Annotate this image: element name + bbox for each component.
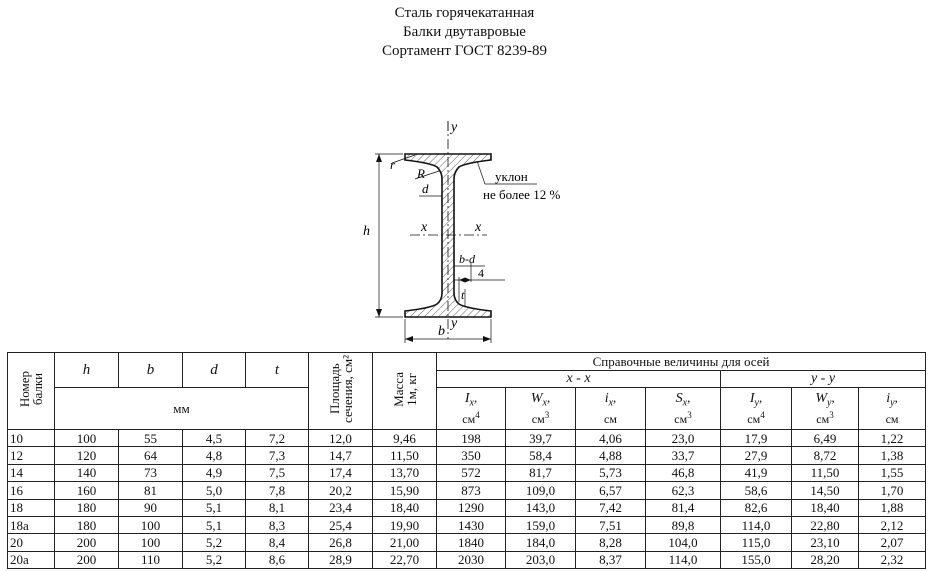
title-line-3: Сортамент ГОСТ 8239-89	[382, 43, 547, 59]
table-cell: 20а	[8, 551, 55, 568]
table-cell: 1,38	[859, 447, 926, 464]
axis-y-header: y - y	[721, 371, 926, 388]
table-cell: 15,90	[373, 482, 437, 499]
table-cell: 7,3	[246, 447, 309, 464]
table-cell: 8,3	[246, 516, 309, 533]
ref-col-header: $W_x$, $см^3$	[506, 388, 576, 430]
table-cell: 198	[437, 430, 506, 447]
table-cell: 2030	[437, 551, 506, 568]
title-line-2: Балки двутавровые	[403, 24, 526, 40]
table-row	[8, 430, 926, 447]
table-row	[8, 516, 926, 533]
table-cell: 55	[119, 430, 183, 447]
table-cell: 58,4	[506, 447, 576, 464]
table-cell: 143,0	[506, 499, 576, 516]
table-cell: 20	[8, 534, 55, 551]
table-cell: 73	[119, 464, 183, 481]
table-cell: 17,4	[309, 464, 373, 481]
col-header-b: b	[119, 353, 183, 388]
table-cell: 5,73	[576, 464, 646, 481]
table-cell: 200	[55, 551, 119, 568]
col-header-h: h	[55, 353, 119, 388]
table-cell: 110	[119, 551, 183, 568]
label-four: 4	[478, 266, 484, 280]
sortament-table	[7, 352, 926, 569]
table-cell: 114,0	[721, 516, 792, 533]
table-cell: 82,6	[721, 499, 792, 516]
table-cell: 4,06	[576, 430, 646, 447]
table-cell: 140	[55, 464, 119, 481]
table-cell: 89,8	[646, 516, 721, 533]
unit-mm-header: мм	[55, 388, 309, 430]
table-cell: 1,55	[859, 464, 926, 481]
table-cell: 8,28	[576, 534, 646, 551]
table-cell: 22,70	[373, 551, 437, 568]
col-header-d: d	[183, 353, 246, 388]
ref-col-header: $W_y$, $см^3$	[792, 388, 859, 430]
table-cell: 21,00	[373, 534, 437, 551]
table-cell: 1,70	[859, 482, 926, 499]
table-body	[8, 430, 926, 569]
table-cell: 8,1	[246, 499, 309, 516]
table-cell: 104,0	[646, 534, 721, 551]
col-header-area: Площадь сечения, см²	[309, 353, 373, 430]
table-cell: 180	[55, 499, 119, 516]
table-cell: 5,0	[183, 482, 246, 499]
table-cell: 115,0	[721, 534, 792, 551]
table-row	[8, 534, 926, 551]
table-cell: 28,20	[792, 551, 859, 568]
table-cell: 58,6	[721, 482, 792, 499]
table-cell: 41,9	[721, 464, 792, 481]
table-cell: 159,0	[506, 516, 576, 533]
table-row	[8, 447, 926, 464]
table-row	[8, 464, 926, 481]
table-cell: 1430	[437, 516, 506, 533]
table-row	[8, 551, 926, 568]
table-cell: 12	[8, 447, 55, 464]
table-cell: 4,88	[576, 447, 646, 464]
label-y-top: y	[451, 120, 458, 135]
table-cell: 5,1	[183, 516, 246, 533]
table-cell: 350	[437, 447, 506, 464]
table-cell: 23,0	[646, 430, 721, 447]
ref-col-header: $I_y$, $см^4$	[721, 388, 792, 430]
table-cell: 11,50	[373, 447, 437, 464]
table-cell: 873	[437, 482, 506, 499]
table-cell: 18	[8, 499, 55, 516]
table-cell: 8,37	[576, 551, 646, 568]
col-header-mass: Масса 1м, кг	[373, 353, 437, 430]
table-cell: 81,4	[646, 499, 721, 516]
table-cell: 23,4	[309, 499, 373, 516]
table-cell: 18,40	[792, 499, 859, 516]
axis-x-header: x - x	[437, 371, 721, 388]
ref-col-header: $i_y$, см	[859, 388, 926, 430]
label-R: R	[417, 166, 425, 181]
table-cell: 4,5	[183, 430, 246, 447]
table-cell: 100	[55, 430, 119, 447]
table-cell: 14	[8, 464, 55, 481]
table-cell: 100	[119, 534, 183, 551]
label-b: b	[438, 324, 445, 339]
table-cell: 19,90	[373, 516, 437, 533]
table-cell: 4,9	[183, 464, 246, 481]
table-cell: 20,2	[309, 482, 373, 499]
label-x-right: x	[475, 220, 482, 235]
table-cell: 64	[119, 447, 183, 464]
table-cell: 90	[119, 499, 183, 516]
table-cell: 1840	[437, 534, 506, 551]
table-cell: 8,6	[246, 551, 309, 568]
table-cell: 2,12	[859, 516, 926, 533]
table-cell: 18а	[8, 516, 55, 533]
table-cell: 100	[119, 516, 183, 533]
table-cell: 28,9	[309, 551, 373, 568]
table-cell: 12,0	[309, 430, 373, 447]
table-cell: 25,4	[309, 516, 373, 533]
table-cell: 180	[55, 516, 119, 533]
table-cell: 4,8	[183, 447, 246, 464]
table-cell: 39,7	[506, 430, 576, 447]
label-y-bottom: y	[451, 316, 458, 331]
label-d: d	[422, 181, 429, 196]
table-cell: 81,7	[506, 464, 576, 481]
table-cell: 11,50	[792, 464, 859, 481]
table-cell: 1,22	[859, 430, 926, 447]
label-slope-1: уклон	[495, 169, 528, 184]
table-cell: 5,2	[183, 551, 246, 568]
table-cell: 203,0	[506, 551, 576, 568]
table-cell: 2,07	[859, 534, 926, 551]
table-cell: 6,57	[576, 482, 646, 499]
table-cell: 572	[437, 464, 506, 481]
table-cell: 14,7	[309, 447, 373, 464]
table-cell: 33,7	[646, 447, 721, 464]
table-cell: 184,0	[506, 534, 576, 551]
table-cell: 7,8	[246, 482, 309, 499]
label-h: h	[363, 224, 370, 239]
table-cell: 18,40	[373, 499, 437, 516]
table-cell: 23,10	[792, 534, 859, 551]
table-cell: 9,46	[373, 430, 437, 447]
table-cell: 1290	[437, 499, 506, 516]
table-cell: 81	[119, 482, 183, 499]
label-t: t	[461, 288, 465, 302]
table-cell: 27,9	[721, 447, 792, 464]
table-row	[8, 499, 926, 516]
table-row	[8, 482, 926, 499]
label-x-left: x	[421, 220, 428, 235]
ref-values-header: Справочные величины для осей	[437, 353, 926, 371]
table-cell: 62,3	[646, 482, 721, 499]
table-cell: 7,2	[246, 430, 309, 447]
ref-col-header: $I_x$, $см^4$	[437, 388, 506, 430]
table-cell: 5,1	[183, 499, 246, 516]
table-cell: 22,80	[792, 516, 859, 533]
title-line-1: Сталь горячекатанная	[394, 5, 535, 21]
table-cell: 8,72	[792, 447, 859, 464]
table-cell: 200	[55, 534, 119, 551]
label-r: r	[390, 157, 396, 172]
table-cell: 46,8	[646, 464, 721, 481]
table-cell: 7,42	[576, 499, 646, 516]
col-header-t: t	[246, 353, 309, 388]
table-cell: 1,88	[859, 499, 926, 516]
table-cell: 109,0	[506, 482, 576, 499]
table-cell: 16	[8, 482, 55, 499]
table-cell: 10	[8, 430, 55, 447]
table-cell: 7,5	[246, 464, 309, 481]
col-header-number: Номер балки	[8, 353, 55, 430]
table-cell: 26,8	[309, 534, 373, 551]
table-cell: 120	[55, 447, 119, 464]
table-cell: 2,32	[859, 551, 926, 568]
table-cell: 8,4	[246, 534, 309, 551]
ref-col-header: $S_x$, $см^3$	[646, 388, 721, 430]
i-beam-section-drawing	[355, 117, 595, 347]
table-cell: 7,51	[576, 516, 646, 533]
table-cell: 114,0	[646, 551, 721, 568]
table-cell: 160	[55, 482, 119, 499]
ref-col-header: $i_x$, см	[576, 388, 646, 430]
label-slope-2: не более 12 %	[483, 187, 561, 202]
table-cell: 5,2	[183, 534, 246, 551]
table-cell: 155,0	[721, 551, 792, 568]
table-cell: 14,50	[792, 482, 859, 499]
table-cell: 17,9	[721, 430, 792, 447]
table-cell: 6,49	[792, 430, 859, 447]
label-b-minus-d: b-d	[459, 252, 475, 266]
table-cell: 13,70	[373, 464, 437, 481]
